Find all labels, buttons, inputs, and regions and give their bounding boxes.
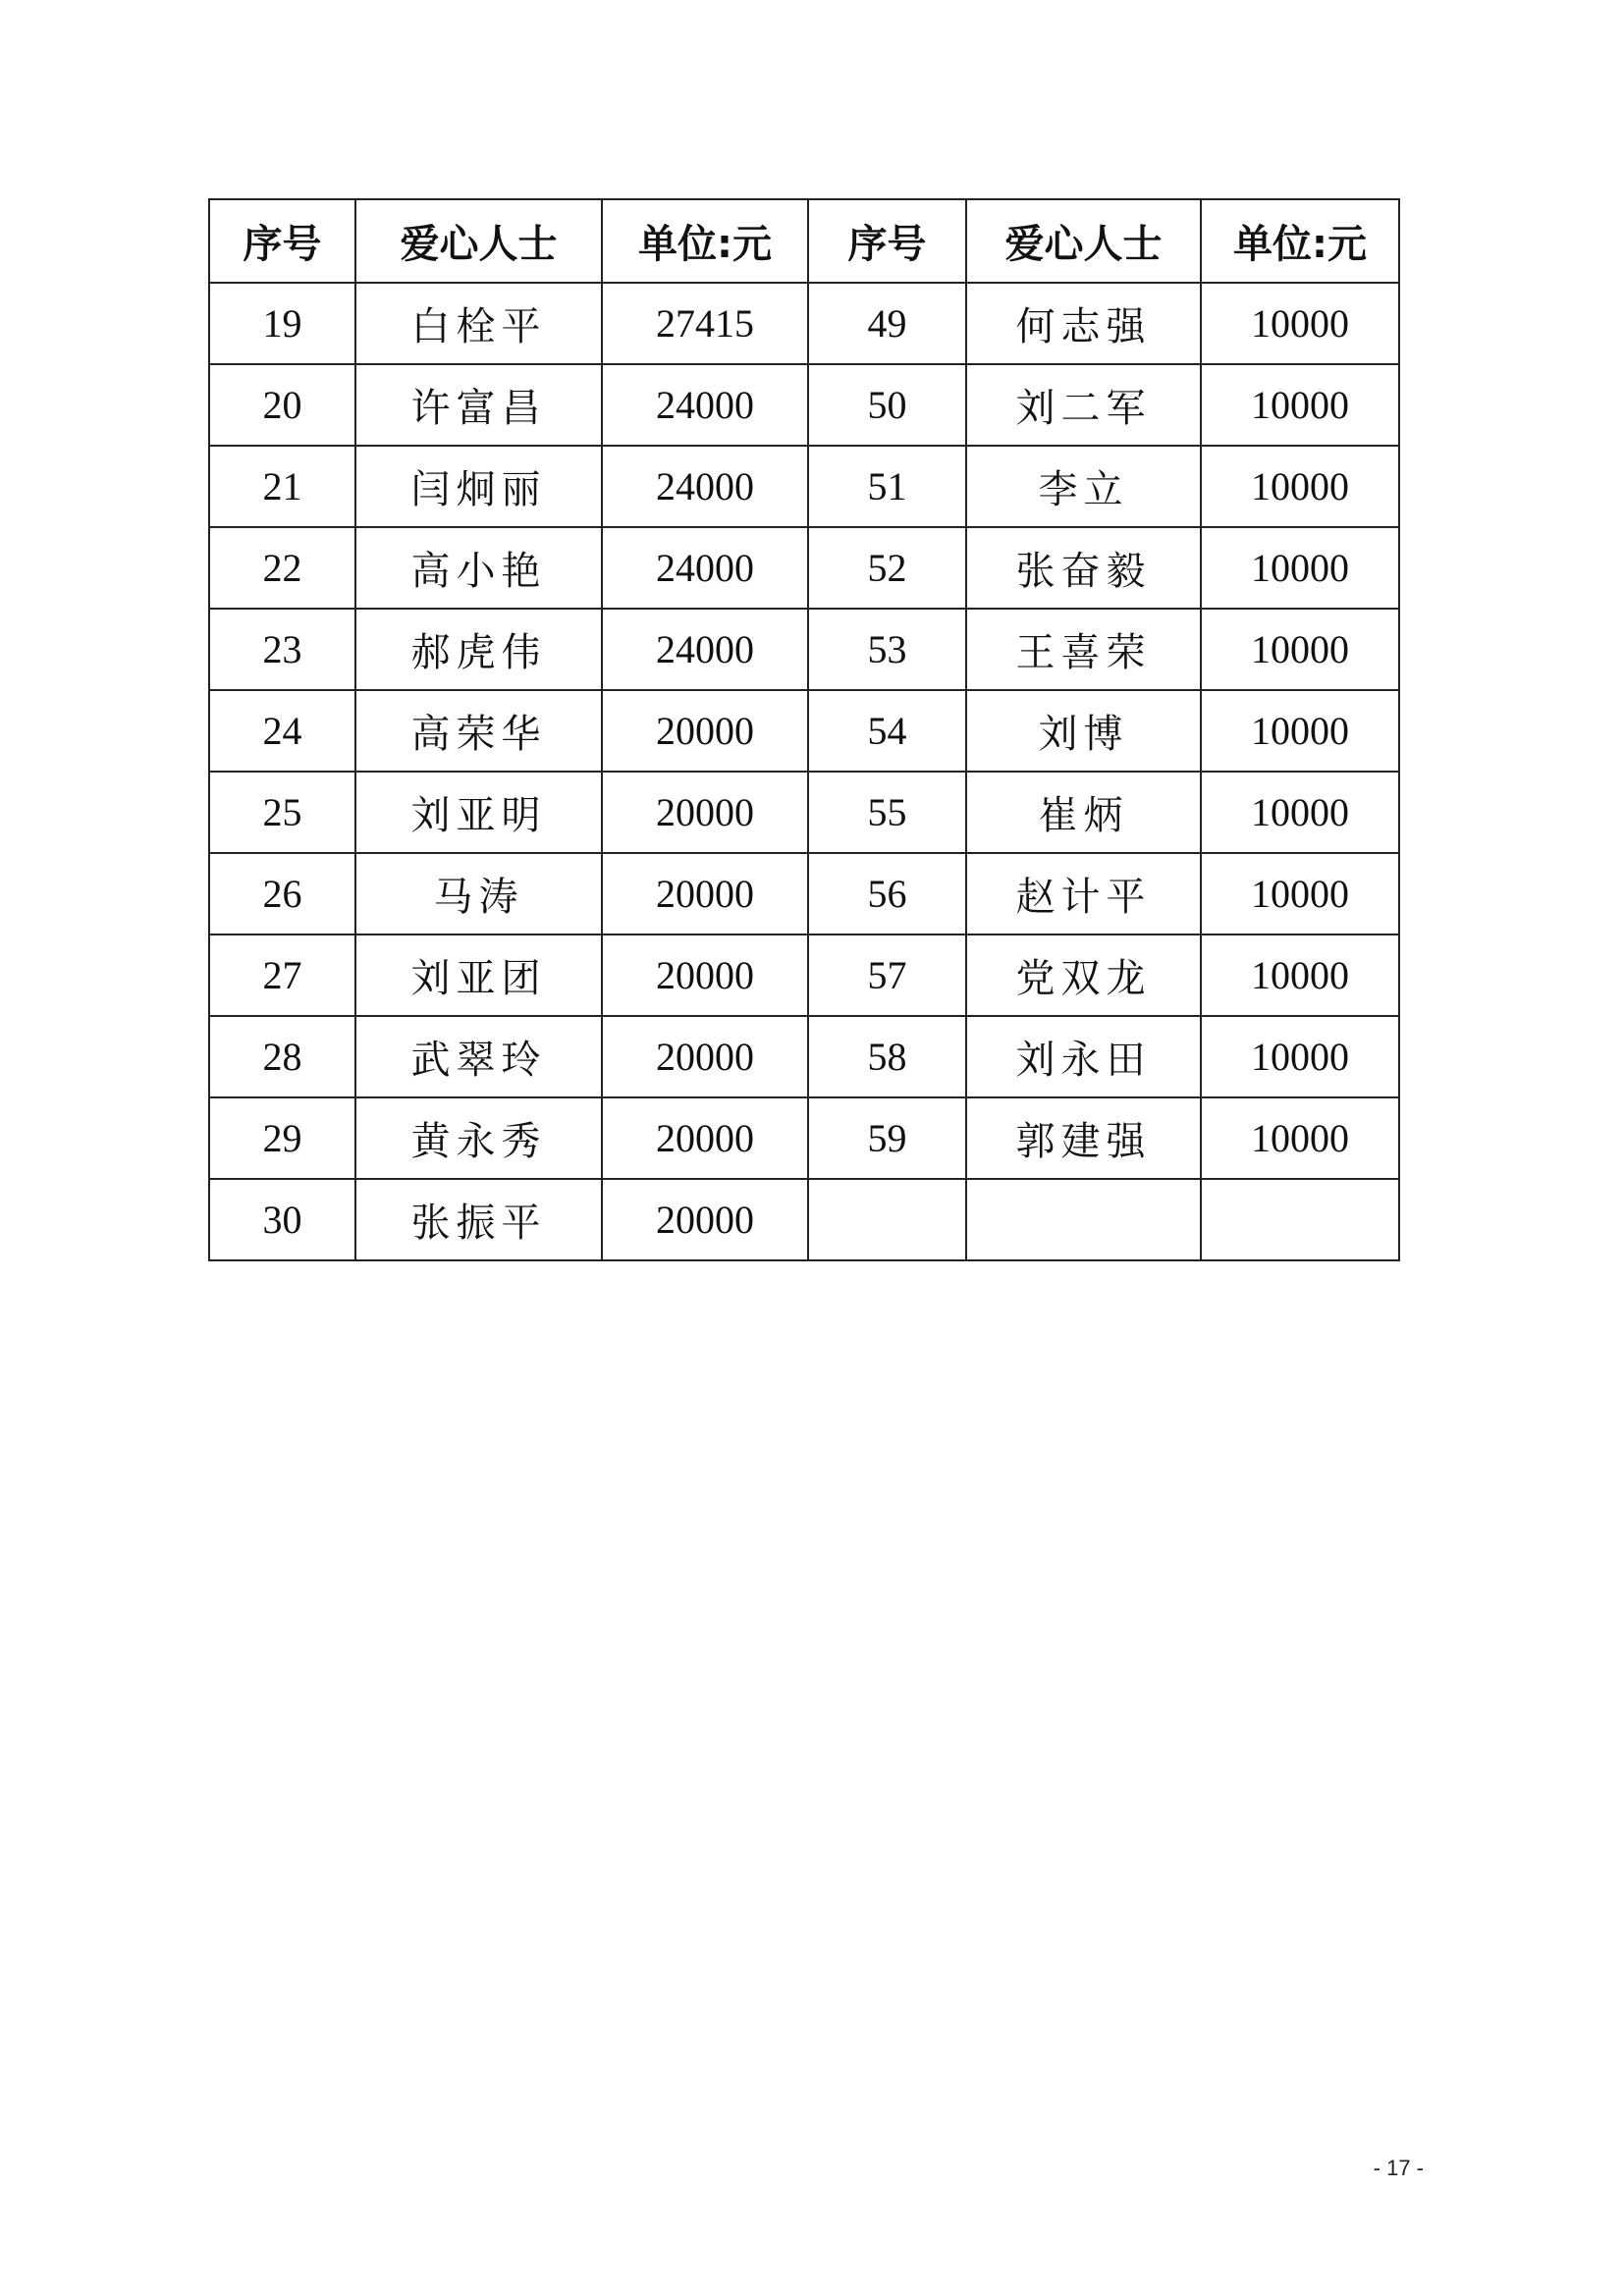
donor-name-cell: 刘博	[966, 690, 1201, 772]
amount-cell: 20000	[602, 1097, 808, 1179]
donor-name-cell: 白栓平	[355, 283, 602, 364]
amount-cell: 20000	[602, 934, 808, 1016]
amount-cell: 27415	[602, 283, 808, 364]
amount-cell: 10000	[1201, 934, 1399, 1016]
amount-cell: 10000	[1201, 283, 1399, 364]
serial-cell: 20	[209, 364, 355, 446]
donor-name-cell: 高荣华	[355, 690, 602, 772]
serial-cell: 49	[808, 283, 966, 364]
amount-cell: 20000	[602, 1016, 808, 1097]
table-row	[209, 690, 1399, 772]
amount-cell: 24000	[602, 446, 808, 527]
header-serial-left: 序号	[209, 199, 355, 283]
donor-name-cell: 武翠玲	[355, 1016, 602, 1097]
serial-cell: 23	[209, 609, 355, 690]
donor-name-cell: 王喜荣	[966, 609, 1201, 690]
header-row	[209, 199, 1399, 283]
table-row	[209, 446, 1399, 527]
header-serial-right: 序号	[808, 199, 966, 283]
donor-name-cell: 张奋毅	[966, 527, 1201, 609]
amount-cell: 10000	[1201, 772, 1399, 853]
serial-cell: 50	[808, 364, 966, 446]
serial-cell: 57	[808, 934, 966, 1016]
serial-cell: 27	[209, 934, 355, 1016]
table-row	[209, 772, 1399, 853]
amount-cell: 24000	[602, 527, 808, 609]
amount-cell	[1201, 1179, 1399, 1260]
header-amount-right: 单位:元	[1201, 199, 1399, 283]
serial-cell: 56	[808, 853, 966, 934]
amount-cell: 20000	[602, 853, 808, 934]
donor-name-cell: 何志强	[966, 283, 1201, 364]
donor-name-cell: 闫炯丽	[355, 446, 602, 527]
serial-cell: 55	[808, 772, 966, 853]
donor-name-cell: 郭建强	[966, 1097, 1201, 1179]
table-row	[209, 364, 1399, 446]
table-row	[209, 1179, 1399, 1260]
serial-cell: 30	[209, 1179, 355, 1260]
header-donor-right: 爱心人士	[966, 199, 1201, 283]
amount-cell: 24000	[602, 609, 808, 690]
donor-name-cell: 刘亚明	[355, 772, 602, 853]
donor-name-cell: 张振平	[355, 1179, 602, 1260]
donor-name-cell: 刘二军	[966, 364, 1201, 446]
serial-cell: 53	[808, 609, 966, 690]
donor-name-cell: 赵计平	[966, 853, 1201, 934]
table-row	[209, 609, 1399, 690]
amount-cell: 20000	[602, 1179, 808, 1260]
table-row	[209, 934, 1399, 1016]
serial-cell: 29	[209, 1097, 355, 1179]
donor-name-cell: 黄永秀	[355, 1097, 602, 1179]
serial-cell: 52	[808, 527, 966, 609]
donor-table-header	[209, 199, 1399, 283]
serial-cell: 19	[209, 283, 355, 364]
serial-cell: 24	[209, 690, 355, 772]
header-donor-left: 爱心人士	[355, 199, 602, 283]
donor-name-cell: 党双龙	[966, 934, 1201, 1016]
serial-cell: 28	[209, 1016, 355, 1097]
amount-cell: 10000	[1201, 690, 1399, 772]
donor-table	[208, 198, 1400, 1261]
amount-cell: 10000	[1201, 609, 1399, 690]
amount-cell: 10000	[1201, 1097, 1399, 1179]
donor-name-cell: 许富昌	[355, 364, 602, 446]
donor-name-cell	[966, 1179, 1201, 1260]
donor-name-cell: 刘亚团	[355, 934, 602, 1016]
table-row	[209, 1097, 1399, 1179]
amount-cell: 24000	[602, 364, 808, 446]
amount-cell: 10000	[1201, 364, 1399, 446]
amount-cell: 10000	[1201, 1016, 1399, 1097]
page-number: - 17 -	[1373, 2156, 1424, 2180]
table-row	[209, 1016, 1399, 1097]
donor-name-cell: 李立	[966, 446, 1201, 527]
serial-cell: 26	[209, 853, 355, 934]
table-row	[209, 853, 1399, 934]
amount-cell: 10000	[1201, 446, 1399, 527]
donor-name-cell: 郝虎伟	[355, 609, 602, 690]
serial-cell: 54	[808, 690, 966, 772]
serial-cell: 51	[808, 446, 966, 527]
amount-cell: 10000	[1201, 853, 1399, 934]
header-amount-left: 单位:元	[602, 199, 808, 283]
donor-name-cell: 马涛	[355, 853, 602, 934]
amount-cell: 10000	[1201, 527, 1399, 609]
table-row	[209, 527, 1399, 609]
donor-name-cell: 崔炳	[966, 772, 1201, 853]
serial-cell: 22	[209, 527, 355, 609]
serial-cell: 59	[808, 1097, 966, 1179]
donor-table-body	[209, 283, 1399, 1260]
donor-name-cell: 刘永田	[966, 1016, 1201, 1097]
serial-cell: 58	[808, 1016, 966, 1097]
amount-cell: 20000	[602, 772, 808, 853]
serial-cell: 25	[209, 772, 355, 853]
table-row	[209, 283, 1399, 364]
donor-name-cell: 高小艳	[355, 527, 602, 609]
serial-cell	[808, 1179, 966, 1260]
serial-cell: 21	[209, 446, 355, 527]
amount-cell: 20000	[602, 690, 808, 772]
